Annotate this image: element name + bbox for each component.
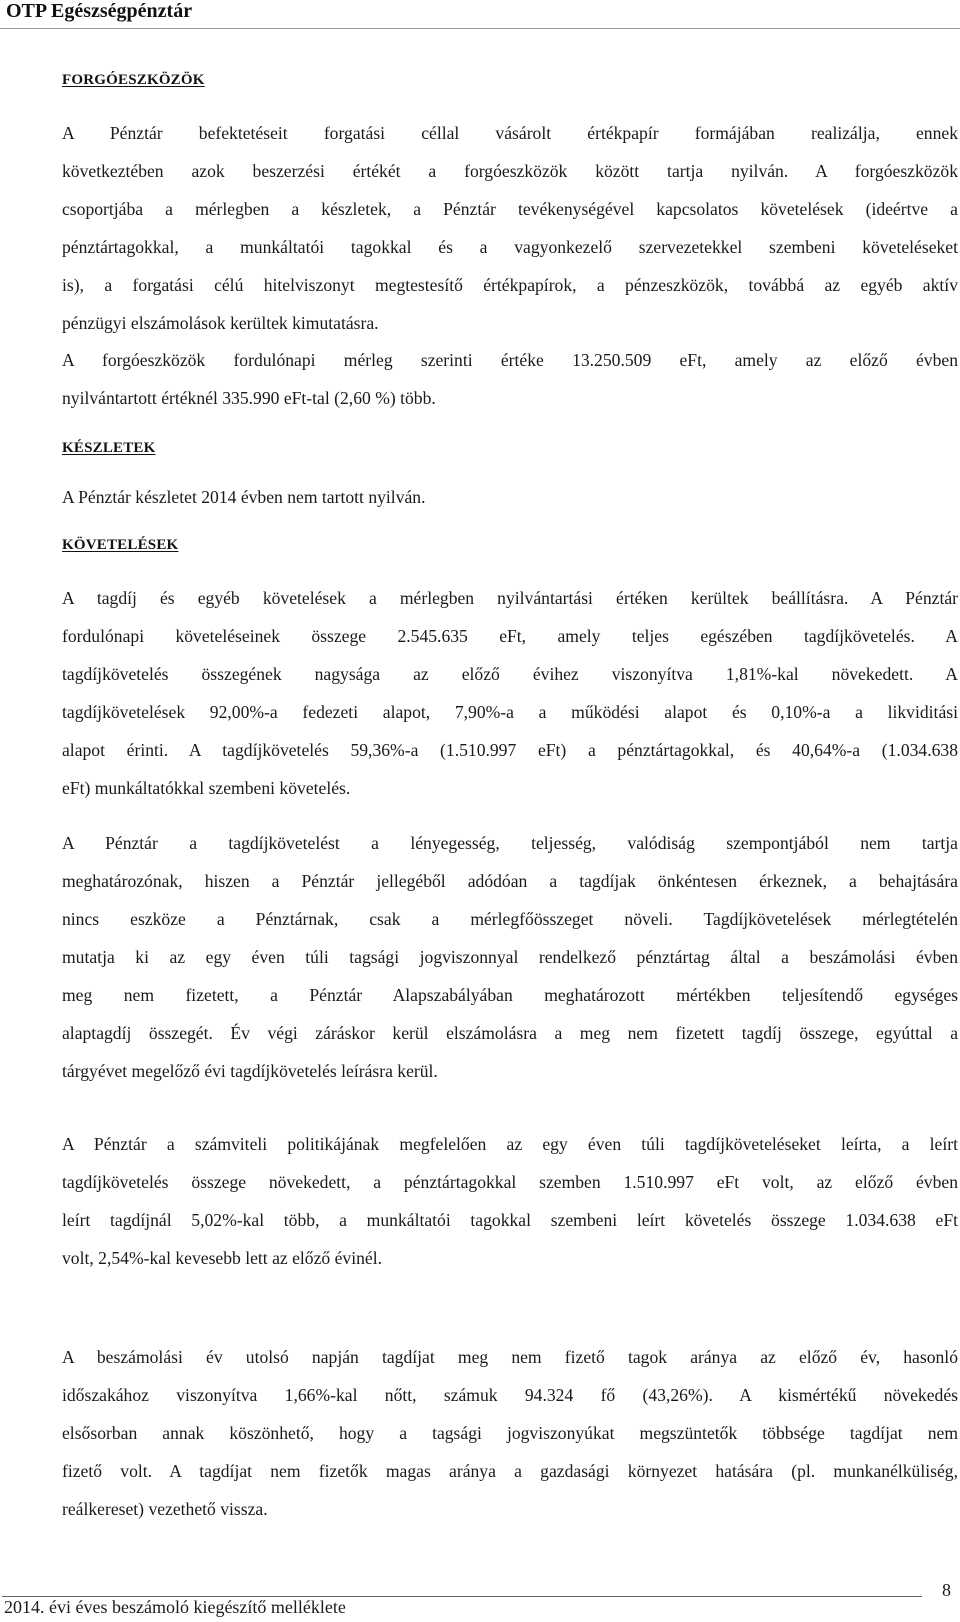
header-title: OTP Egészségpénztár [6, 0, 193, 22]
text-line: tagdíjkövetelések 92,00%-a fedezeti alapot, 7,90%-a a működési alapot és 0,10%-a a likviditási [62, 702, 958, 722]
text-line: A tagdíj és egyéb követelések a mérlegben nyilvántartási értéken kerültek beállításra. A Pénztár [62, 588, 958, 608]
text-line: alaptagdíj összegét. Év végi záráskor kerül elszámolásra a meg nem fizetett tagdíj összege, egyúttal a [62, 1023, 958, 1043]
text-line: is), a forgatási célú hitelviszonyt megtestesítő értékpapírok, a pénzeszközök, továbbá az egyéb aktív [62, 275, 958, 295]
text-line: nincs eszköze a Pénztárnak, csak a mérlegfőösszeget növeli. Tagdíjkövetelések mérlegtételén [62, 909, 958, 929]
text-line: mutatja ki az egy éven túli tagsági jogviszonnyal rendelkező pénztártag által a beszámolási évben [62, 947, 958, 967]
heading-kovetelesek: KÖVETELÉSEK [62, 537, 179, 553]
text-line: következtében azok beszerzési értékét a forgóeszközök között tartja nyilván. A forgóeszközök [62, 161, 958, 181]
heading-forgoeszkozok: FORGÓESZKÖZÖK [62, 72, 205, 88]
heading-keszletek: KÉSZLETEK [62, 440, 156, 456]
text-line: meg nem fizetett, a Pénztár Alapszabályában meghatározott mértékben teljesítendő egységes [62, 985, 958, 1005]
text-line: leírt tagdíjnál 5,02%-kal több, a munkáltatói tagokkal szembeni leírt követelés összege 1.034.638 eFt [62, 1210, 958, 1230]
text-line: fordulónapi követeléseinek összege 2.545.635 eFt, amely teljes egészében tagdíjkövetelés. A [62, 626, 958, 646]
text-line: fizető volt. A tagdíjat nem fizetők magas aránya a gazdasági környezet hatására (pl. munkanélküliség, [62, 1461, 958, 1481]
text-line: elsősorban annak köszönhető, hogy a tagsági jogviszonyúkat megszüntetők többsége tagdíjat nem [62, 1423, 958, 1443]
text-line: tagdíjkövetelés összegének nagysága az előző évihez viszonyítva 1,81%-kal növekedett. A [62, 664, 958, 684]
text-line: meghatározónak, hiszen a Pénztár jellegéből adódóan a tagdíjak önkéntesen érkeznek, a behajtására [62, 871, 958, 891]
text-line: A Pénztár befektetéseit forgatási céllal vásárolt értékpapír formájában realizálja, ennek [62, 123, 958, 143]
text-line: eFt) munkáltatókkal szembeni követelés. [62, 778, 351, 798]
text-line: reálkereset) vezethető vissza. [62, 1499, 268, 1519]
text-line: időszakához viszonyítva 1,66%-kal nőtt, számuk 94.324 fő (43,26%). A kismértékű növekedés [62, 1385, 958, 1405]
text-line: A Pénztár készletet 2014 évben nem tartott nyilván. [62, 487, 426, 507]
text-line: A beszámolási év utolsó napján tagdíjat meg nem fizető tagok aránya az előző év, hasonló [62, 1347, 958, 1367]
text-line: A forgóeszközök fordulónapi mérleg szerinti értéke 13.250.509 eFt, amely az előző évben [62, 350, 958, 370]
text-line: volt, 2,54%-kal kevesebb lett az előző évinél. [62, 1248, 382, 1268]
text-line: nyilvántartott értéknél 335.990 eFt-tal (2,60 %) több. [62, 388, 436, 408]
text-line: alapot érinti. A tagdíjkövetelés 59,36%-a (1.510.997 eFt) a pénztártagokkal, és 40,64%-a (1.034.638 [62, 740, 958, 760]
footer-text: 2014. évi éves beszámoló kiegészítő melléklete [4, 1597, 346, 1617]
text-line: pénzügyi elszámolások kerültek kimutatásra. [62, 313, 379, 333]
text-line: A Pénztár a számviteli politikájának megfelelően az egy éven túli tagdíjköveteléseket leírta, a leírt [62, 1134, 958, 1154]
page-header [0, 0, 960, 29]
page-number: 8 [942, 1580, 951, 1600]
text-line: tárgyévet megelőző évi tagdíjkövetelés leírásra kerül. [62, 1061, 438, 1081]
text-line: csoportjába a mérlegben a készletek, a Pénztár tevékenységével kapcsolatos követelések (ideértve a [62, 199, 958, 219]
text-line: A Pénztár a tagdíjkövetelést a lényegesség, teljesség, valódiság szempontjából nem tartja [62, 833, 958, 853]
text-line: tagdíjkövetelés összege növekedett, a pénztártagokkal szemben 1.510.997 eFt volt, az előző évben [62, 1172, 958, 1192]
text-line: pénztártagokkal, a munkáltatói tagokkal és a vagyonkezelő szervezetekkel szembeni követeléseket [62, 237, 958, 257]
